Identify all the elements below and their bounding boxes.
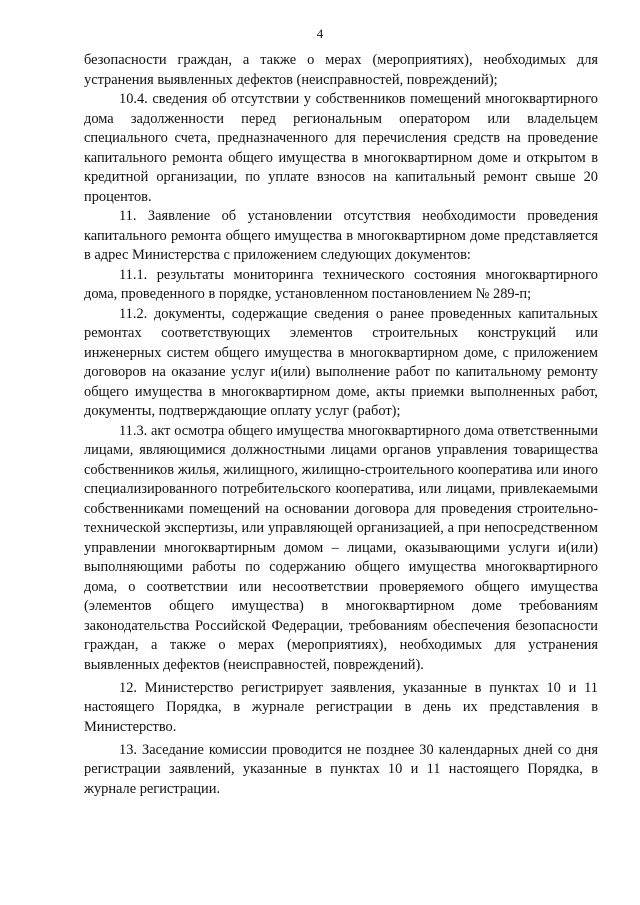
paragraph-11-2: 11.2. документы, содержащие сведения о ранее проведенных капитальных ремонтах соответствующих элементов строительных конструкций или инженерных систем общего имущества в многоквартирном доме, с приложением договоров на оказание услуг и(или) выполнение работ по капитальному ремонту общего имущества в многоквартирном доме, акты приемки выполненных работ, документы, подтверждающие оплату услуг (работ);	[84, 305, 598, 419]
paragraph-continuation: безопасности граждан, а также о мерах (мероприятиях), необходимых для устранения выявленных дефектов (неисправностей, повреждений);	[84, 52, 598, 88]
paragraph-11-3: 11.3. акт осмотра общего имущества многоквартирного дома ответственными лицами, являющимися должностными лицами органов управления товарищества собственников жилья, жилищного, жилищно-строительного кооператива или иного специализированного потребительского кооператива, или лицами, привлекаемыми собственниками помещений на основании договора для проведения строительно-технической экспертизы, или управляющей организацией, а при непосредственном управлении многоквартирным домом – лицами, оказывающими услуги и(или) выполняющими работы по содержанию общего имущества многоквартирного дома, о соответствии или несоответствии проверяемого общего имущества (элементов общего имущества) в многоквартирном доме требованиям законодательства Российской Федерации, требованиям обеспечения безопасности граждан, а также о мерах (мероприятиях), необходимых для устранения выявленных дефектов (неисправностей, повреждений).	[84, 422, 598, 673]
paragraph-11-1: 11.1. результаты мониторинга технического состояния многоквартирного дома, проведенного в порядке, установленном постановлением № 289-п;	[84, 266, 598, 302]
page-number: 4	[316, 26, 324, 41]
paragraph-11: 11. Заявление об установлении отсутствия необходимости проведения капитального ремонта общего имущества в многоквартирном доме представляется в адрес Министерства с приложением следующих документов:	[84, 208, 598, 263]
document-body	[84, 51, 598, 799]
paragraph-12: 12. Министерство регистрирует заявления, указанные в пунктах 10 и 11 настоящего Порядка, в журнале регистрации в день их представления в Министерство.	[84, 679, 598, 735]
paragraph-10-4: 10.4. сведения об отсутствии у собственников помещений многоквартирного дома задолженности перед региональным оператором или владельцем специального счета, предназначенного для перечисления средств на проведение капитального ремонта общего имущества в многоквартирном доме и открытом в кредитной организации, по уплате взносов на капитальный ремонт свыше 20 процентов.	[84, 91, 598, 205]
paragraph-13: 13. Заседание комиссии проводится не позднее 30 календарных дней со дня регистрации заявлений, указанные в пунктах 10 и 11 настоящего Порядка, в журнале регистрации.	[84, 741, 598, 797]
